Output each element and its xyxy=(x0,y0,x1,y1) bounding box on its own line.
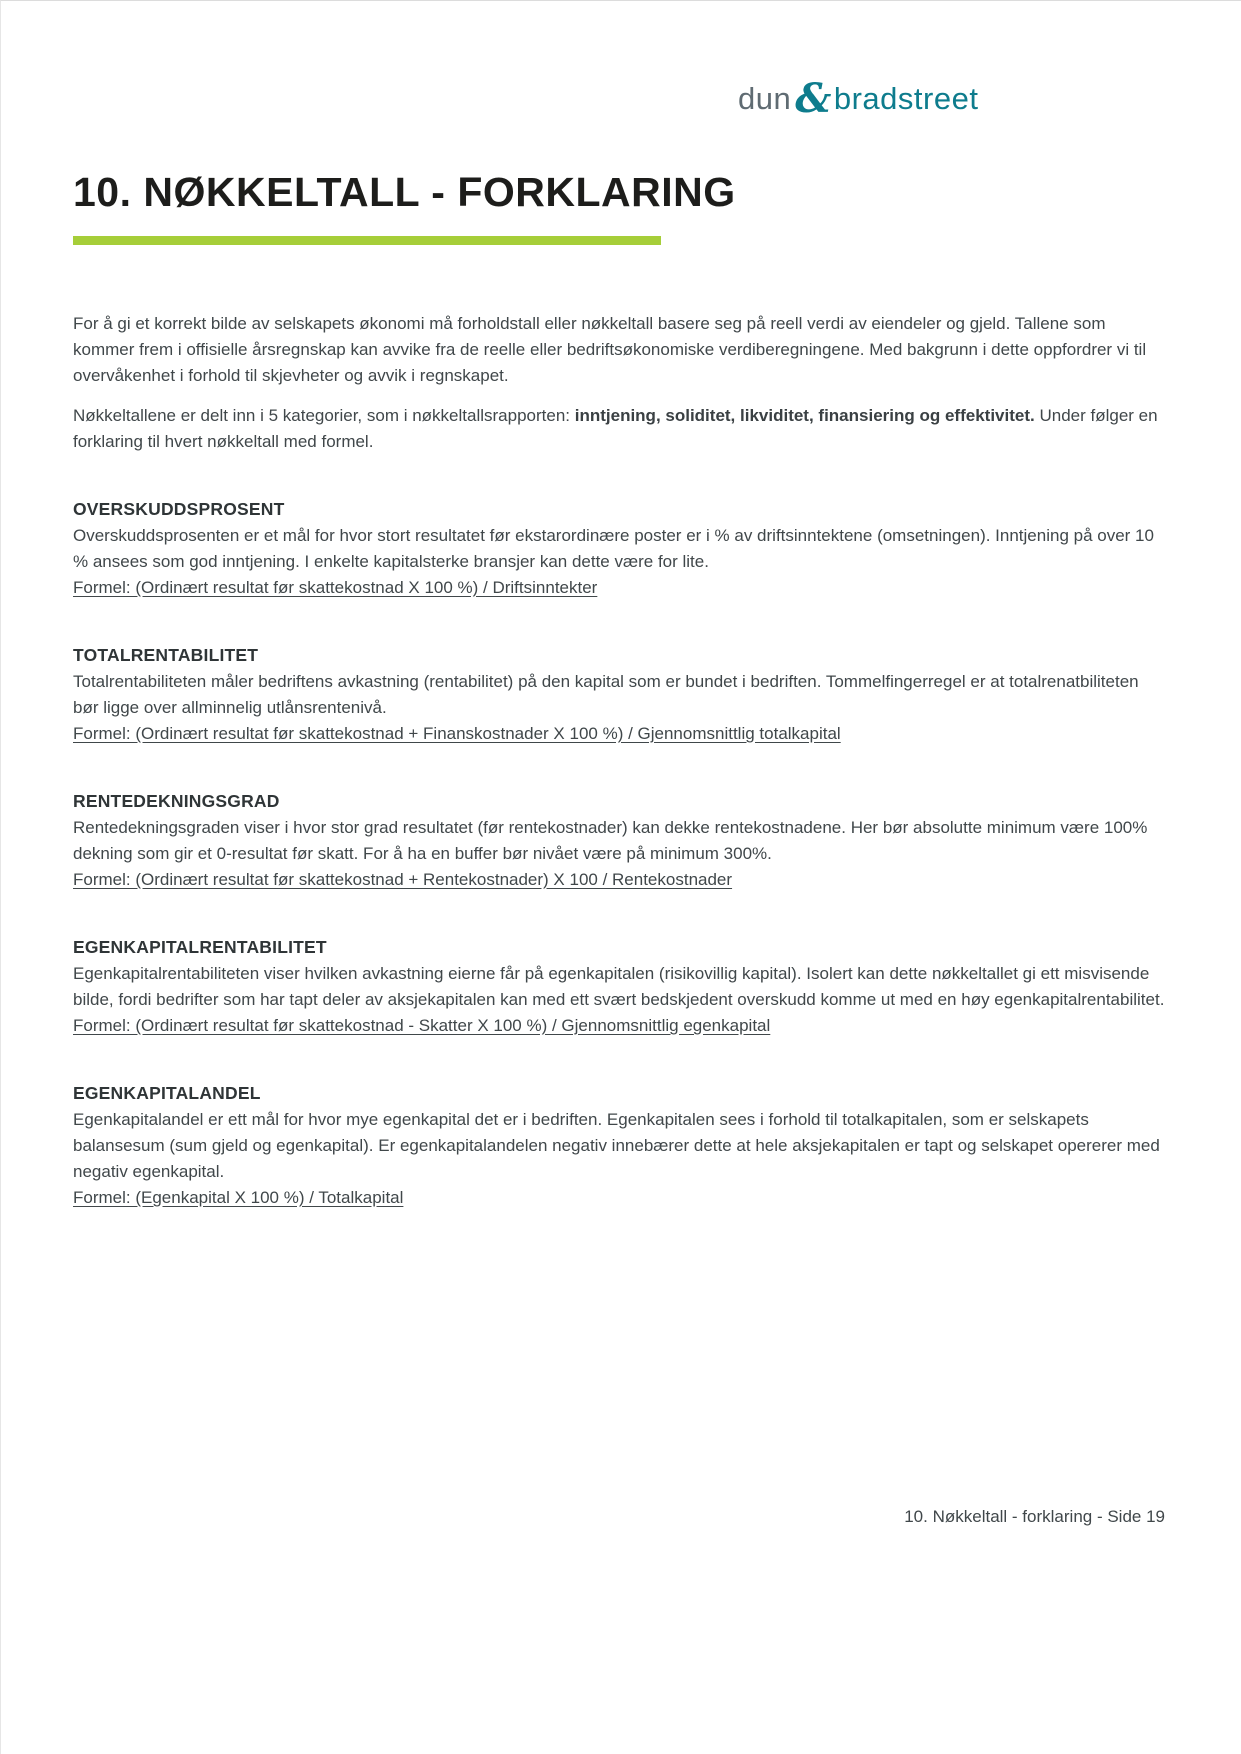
section-body: Totalrentabiliteten måler bedriftens avkastning (rentabilitet) på den kapital som er bundet i bedriften. Tommelfingerregel er at totalrenatbiliteten bør ligge over allminnelig utlånsrentenivå. xyxy=(73,672,1139,717)
section-totalrentabilitet xyxy=(73,645,1165,747)
section-formula: Formel: (Ordinært resultat før skattekostnad - Skatter X 100 %) / Gjennomsnittlig egenkapital xyxy=(73,1016,771,1035)
intro-paragraph-2-categories: inntjening, soliditet, likviditet, finansiering og effektivitet. xyxy=(574,406,1035,425)
section-heading: EGENKAPITALANDEL xyxy=(73,1083,261,1103)
section-body: Rentedekningsgraden viser i hvor stor grad resultatet (før rentekostnader) kan dekke rentekostnadene. Her bør absolutte minimum være 100% dekning som gir et 0-resultat før skatt. For å ha en buffer bør nivået være på minimum 300%. xyxy=(73,818,1148,863)
page-content xyxy=(73,1,1165,1211)
section-egenkapitalandel xyxy=(73,1083,1165,1211)
intro-paragraph-1: For å gi et korrekt bilde av selskapets økonomi må forholdstall eller nøkkeltall basere seg på reell verdi av eiendeler og gjeld. Tallene som kommer frem i offisielle årsregnskap kan avvike fra de reelle eller bedriftsøkonomiske verdiberegningene. Med bakgrunn i dette oppfordrer vi til overvåkenhet i forhold til skjevheter og avvik i regnskapet. xyxy=(73,314,1147,385)
page-footer: 10. Nøkkeltall - forklaring - Side 19 xyxy=(904,1507,1165,1526)
section-heading: TOTALRENTABILITET xyxy=(73,645,259,665)
section-heading: OVERSKUDDSPROSENT xyxy=(73,499,285,519)
section-rentedekningsgrad xyxy=(73,791,1165,893)
title-accent-bar xyxy=(73,236,661,245)
intro-paragraph-2-pre: Nøkkeltallene er delt inn i 5 kategorier, som i nøkkeltallsrapporten: xyxy=(73,406,575,425)
section-heading: EGENKAPITALRENTABILITET xyxy=(73,937,327,957)
logo-dun-text: dun xyxy=(738,81,792,116)
section-formula: Formel: (Egenkapital X 100 %) / Totalkapital xyxy=(73,1188,404,1207)
logo-bradstreet-text: bradstreet xyxy=(833,81,979,116)
section-body: Overskuddsprosenten er et mål for hvor stort resultatet før ekstarordinære poster er i % av driftsinntektene (omsetningen). Inntjening på over 10 % ansees som god inntjening. I enkelte kapitalsterke bransjer kan dette være for lite. xyxy=(73,526,1154,571)
section-body: Egenkapitalandel er ett mål for hvor mye egenkapital det er i bedriften. Egenkapitalen sees i forhold til totalkapitalen, som er selskapets balansesum (sum gjeld og egenkapital). Er egenkapitalandelen negativ innebærer dette at hele aksjekapitalen er tapt og selskapet opererer med negativ egenkapital. xyxy=(73,1110,1160,1181)
intro-paragraph-2 xyxy=(73,403,1165,455)
section-overskuddsprosent xyxy=(73,499,1165,601)
logo-ampersand-icon: & xyxy=(795,75,832,122)
section-formula: Formel: (Ordinært resultat før skattekostnad X 100 %) / Driftsinntekter xyxy=(73,578,598,597)
section-formula: Formel: (Ordinært resultat før skattekostnad + Rentekostnader) X 100 / Rentekostnader xyxy=(73,870,733,889)
section-heading: RENTEDEKNINGSGRAD xyxy=(73,791,280,811)
page-title: 10. NØKKELTALL - FORKLARING xyxy=(73,169,736,215)
intro-paragraph-2-post: Under følger en forklaring til hvert nøkkeltall med formel. xyxy=(73,406,1158,451)
section-formula: Formel: (Ordinært resultat før skattekostnad + Finanskostnader X 100 %) / Gjennomsnittlig totalkapital xyxy=(73,724,841,743)
section-body: Egenkapitalrentabiliteten viser hvilken avkastning eierne får på egenkapitalen (risikovillig kapital). Isolert kan dette nøkkeltallet gi ett misvisende bilde, fordi bedrifter som har tapt deler av aksjekapitalen kan med ett svært bedskjedent overskudd komme ut med en høy egenkapitalrentabilitet. xyxy=(73,964,1165,1009)
section-egenkapitalrentabilitet xyxy=(73,937,1165,1039)
